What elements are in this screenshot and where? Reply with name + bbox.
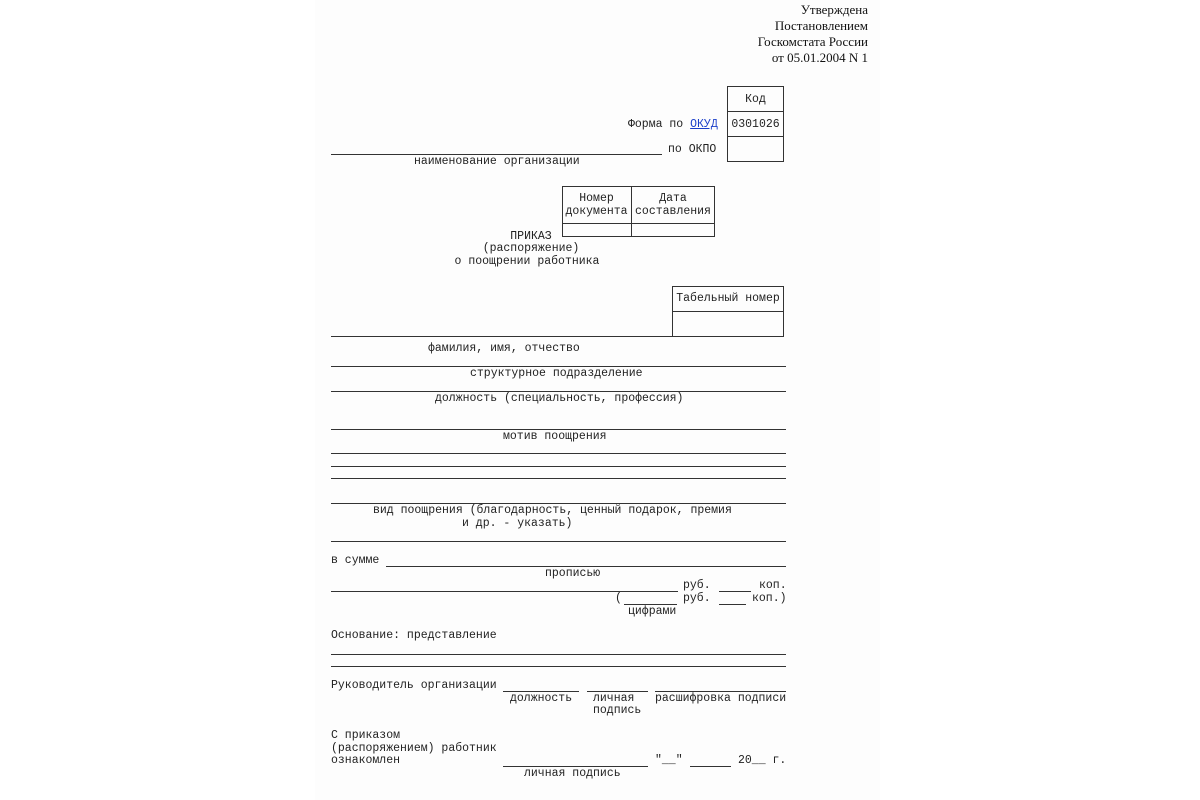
ack-line-1: С приказом: [331, 729, 401, 742]
fio-line[interactable]: [331, 336, 672, 337]
basis-line-1[interactable]: [331, 654, 786, 655]
kind-line-1[interactable]: [331, 453, 786, 454]
doc-date-header-2: составления: [635, 205, 711, 218]
position-caption: должность (специальность, профессия): [435, 392, 684, 405]
head-label: Руководитель организации: [331, 679, 497, 692]
head-decoding-caption: расшифровка подписи: [655, 692, 787, 705]
approval-line-4: от 05.01.2004 N 1: [771, 50, 868, 65]
ack-signature-caption: личная подпись: [524, 767, 621, 780]
kind-line-3[interactable]: [331, 478, 786, 479]
fio-caption: фамилия, имя, отчество: [428, 342, 580, 355]
motive-caption: мотив поощрения: [503, 430, 607, 443]
rub-label-2: руб.: [683, 592, 711, 605]
organization-caption: наименование организации: [414, 155, 580, 168]
page-title: ПРИКАЗ: [510, 230, 552, 243]
codes-divider-2: [727, 136, 784, 137]
kind-line-5[interactable]: [331, 541, 786, 542]
okpo-label: по ОКПО: [668, 143, 717, 156]
okud-prefix: Форма по: [628, 118, 691, 131]
kind-caption-2: и др. - указать): [462, 517, 573, 530]
head-position-caption: должность: [510, 692, 573, 705]
page-subtitle: (распоряжение): [482, 242, 580, 255]
department-caption: структурное подразделение: [470, 367, 643, 380]
okud-link[interactable]: ОКУД: [690, 118, 718, 131]
in-digits-caption: цифрами: [628, 605, 677, 618]
doc-number-header-2: документа: [565, 205, 628, 218]
basis-label: Основание: представление: [331, 629, 497, 642]
kop-label-1: коп.: [759, 579, 787, 592]
kop-label-2: коп.): [752, 592, 787, 605]
ack-line-2: (распоряжением) работник: [331, 742, 497, 755]
kop-input-1[interactable]: [719, 591, 751, 592]
page-title-detail: о поощрении работника: [454, 255, 600, 268]
head-signature-caption-2: подпись: [593, 704, 642, 717]
okud-label: [628, 118, 718, 131]
ack-year[interactable]: 20__ г.: [738, 754, 787, 767]
tab-number-divider: [672, 311, 784, 312]
open-paren: (: [615, 592, 622, 605]
approval-line-2: Постановлением: [774, 18, 868, 33]
rub-label-1: руб.: [683, 579, 711, 592]
approval-line-3: Госкомстата России: [757, 34, 868, 49]
doc-table-row-divider: [562, 223, 715, 224]
head-signature-caption-1: личная: [593, 692, 635, 705]
amount-in-words-caption: прописью: [545, 567, 601, 580]
kind-caption-1: вид поощрения (благодарность, ценный подарок, премия: [373, 504, 732, 517]
kind-line-2[interactable]: [331, 466, 786, 467]
amount-label: в сумме: [331, 554, 380, 567]
doc-date-header-1: Дата: [659, 192, 687, 205]
okud-value: 0301026: [731, 118, 780, 131]
ack-day[interactable]: "__": [655, 754, 683, 767]
basis-line-2[interactable]: [331, 666, 786, 667]
doc-number-header-1: Номер: [579, 192, 614, 205]
ack-line-3: ознакомлен: [331, 754, 401, 767]
tab-number-header: Табельный номер: [676, 292, 780, 305]
kop-input-2[interactable]: [719, 604, 746, 605]
amount-words-line-2[interactable]: [331, 591, 678, 592]
ack-month-line[interactable]: [690, 766, 731, 767]
codes-header: Код: [745, 93, 766, 106]
codes-divider-1: [727, 111, 784, 112]
approval-line-1: Утверждена: [800, 2, 868, 17]
